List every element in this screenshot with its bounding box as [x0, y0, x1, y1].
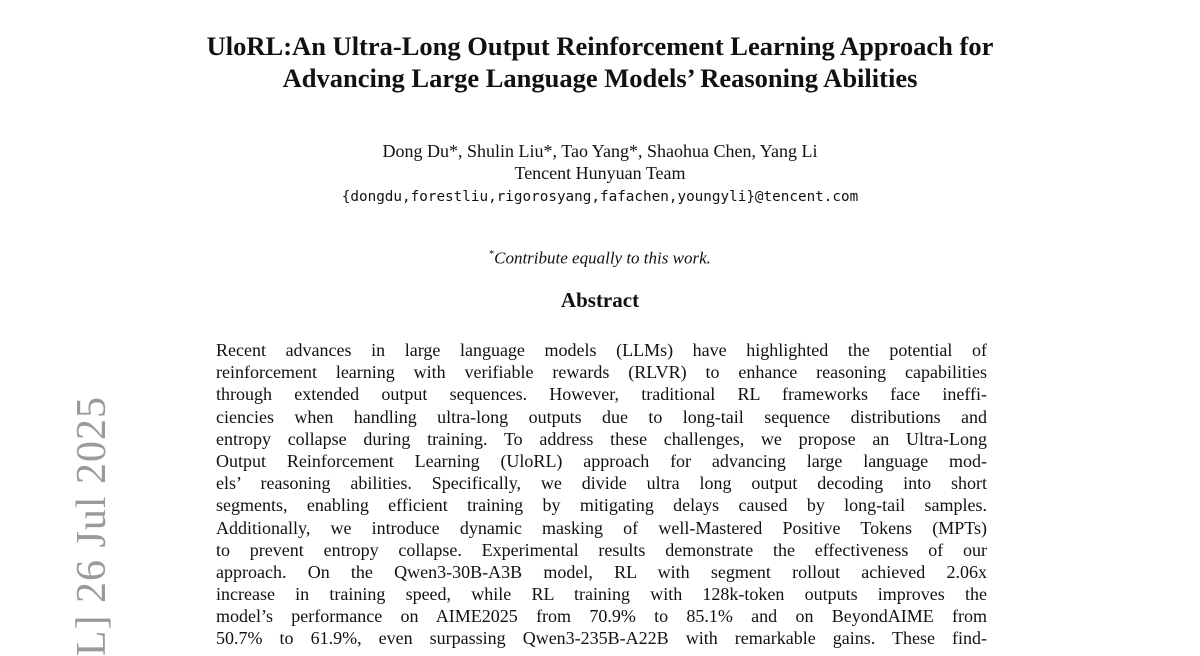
- abstract-line: reinforcement learning with verifiable rewards (RLVR) to enhance reasoning capabilities: [216, 362, 987, 383]
- author-list: Dong Du*, Shulin Liu*, Tao Yang*, Shaohua Chen, Yang Li: [382, 141, 818, 161]
- abstract-line: Additionally, we introduce dynamic masking of well-Mastered Positive Tokens (MPTs): [216, 517, 987, 538]
- abstract-line: Recent advances in large language models (LLMs) have highlighted the potential of: [216, 340, 987, 360]
- arxiv-stamp-text: L] 26 Jul 2025: [69, 396, 115, 656]
- paper-title: [0, 30, 1200, 94]
- abstract-line: through extended output sequences. However, traditional RL frameworks face ineffi-: [216, 384, 987, 405]
- author-emails: {dongdu,forestliu,rigorosyang,fafachen,youngyli}@tencent.com: [341, 189, 859, 205]
- abstract-line: ciencies when handling ultra-long outputs due to long-tail sequence distributions and: [216, 406, 987, 427]
- abstract-line: els’ reasoning abilities. Specifically, we divide ultra long output decoding into short: [216, 473, 987, 494]
- abstract-line: to prevent entropy collapse. Experimental results demonstrate the effectiveness of our: [216, 539, 987, 560]
- abstract-line: model’s performance on AIME2025 from 70.9% to 85.1% and on BeyondAIME from: [216, 606, 987, 627]
- abstract-line: Output Reinforcement Learning (UloRL) approach for advancing large language mod-: [216, 450, 987, 471]
- abstract-line: entropy collapse during training. To address these challenges, we propose an Ultra-Long: [216, 428, 987, 449]
- abstract-line: segments, enabling efficient training by mitigating delays caused by long-tail samples.: [216, 495, 987, 516]
- abstract-line: increase in training speed, while RL training with 128k-token outputs improves the: [216, 584, 987, 605]
- abstract-line: approach. On the Qwen3-30B-A3B model, RL with segment rollout achieved 2.06x: [216, 561, 987, 582]
- abstract-heading: Abstract: [560, 288, 640, 312]
- note-text: Contribute equally to this work.: [494, 248, 711, 268]
- title-line-2: Advancing Large Language Models’ Reasoning Abilities: [282, 63, 918, 93]
- note-marker: *: [489, 249, 495, 260]
- affiliation: Tencent Hunyuan Team: [514, 163, 686, 183]
- abstract-body: [216, 339, 987, 650]
- abstract-line: 50.7% to 61.9%, even surpassing Qwen3-235B-A22B with remarkable gains. These find-: [216, 628, 987, 649]
- author-block: [0, 140, 1200, 210]
- equal-contribution-note: [0, 243, 1200, 271]
- arxiv-side-stamp: [26, 396, 115, 656]
- title-line-1: UloRL:An Ultra-Long Output Reinforcement Learning Approach for: [206, 31, 994, 61]
